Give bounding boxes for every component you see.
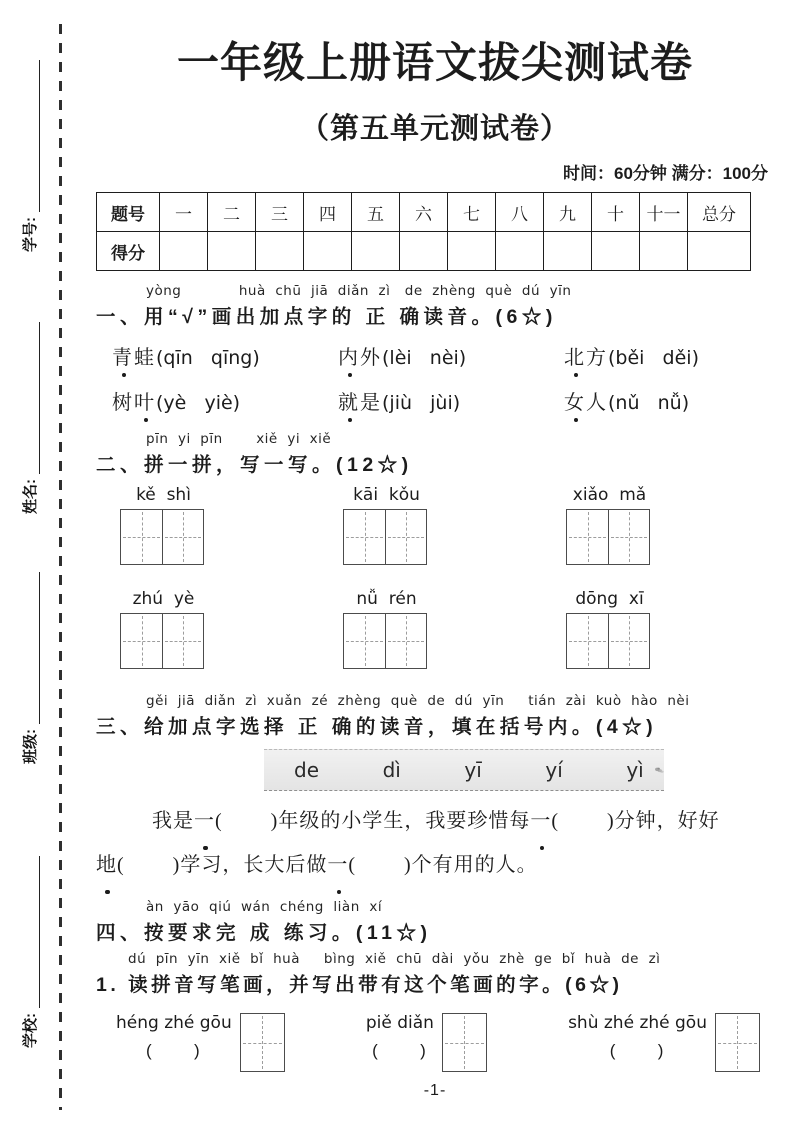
section4-heading bbox=[96, 899, 774, 945]
section4-title: 四、按要求完 成 练习。(11☆) bbox=[96, 922, 432, 944]
stroke-item bbox=[366, 1013, 487, 1072]
score-table-col: 四 bbox=[304, 193, 352, 232]
section4-pinyin: àn yāo qiú wán chéng liàn xí bbox=[146, 899, 383, 915]
class-label: 班级: bbox=[22, 729, 39, 764]
page-title: 一年级上册语文拔尖测试卷 bbox=[176, 39, 693, 86]
answer-parentheses: ( ) bbox=[609, 1041, 666, 1060]
score-table-row-label: 得分 bbox=[97, 232, 160, 271]
time-score-meta: 时间：60分钟 满分：100分 bbox=[563, 164, 768, 183]
student-id-field bbox=[16, 60, 40, 252]
pinyin-options: (lèi nèi) bbox=[382, 347, 467, 369]
class-field bbox=[16, 572, 40, 764]
word-pinyin: kāi kǒu bbox=[353, 485, 420, 505]
student-id-blank-line bbox=[24, 60, 40, 212]
band-options: de dì yī yí yì bbox=[294, 758, 644, 782]
score-table-col: 九 bbox=[544, 193, 592, 232]
tianzige-cell bbox=[385, 510, 426, 564]
passage-line-1: 我是一( )年级的小学生，我要珍惜每一( )分钟，好好 bbox=[96, 799, 774, 843]
writing-group bbox=[120, 485, 207, 569]
tianzige-grid bbox=[442, 1013, 487, 1072]
score-table-col: 五 bbox=[352, 193, 400, 232]
tianzige-cell bbox=[344, 510, 385, 564]
score-table-col: 十一 bbox=[640, 193, 688, 232]
section1-pinyin: yòng huà chū jiā diǎn zì de zhèng què dú yīn bbox=[146, 283, 572, 299]
tianzige-cell bbox=[716, 1014, 759, 1071]
score-table-row-label: 题号 bbox=[97, 193, 160, 232]
score-blank-cell bbox=[400, 232, 448, 271]
student-name-label: 姓名: bbox=[22, 479, 39, 514]
score-blank-cell bbox=[544, 232, 592, 271]
writing-group bbox=[120, 589, 207, 673]
stroke-items-row bbox=[116, 1013, 774, 1072]
passage-line-2: 地( )学习，长大后做一( )个有用的人。 bbox=[96, 843, 774, 887]
section3-pinyin: gěi jiā diǎn zì xuǎn zé zhèng què de dú yīn tián zài kuò hào nèi bbox=[146, 693, 690, 709]
tianzige-grid bbox=[343, 613, 427, 669]
paper-content bbox=[96, 30, 774, 1100]
section2-pinyin: pīn yi pīn xiě yi xiě bbox=[146, 431, 332, 447]
pinyin-options: (běi děi) bbox=[608, 347, 700, 369]
score-blank-cell bbox=[592, 232, 640, 271]
section1-items bbox=[112, 341, 774, 415]
score-table-col: 二 bbox=[208, 193, 256, 232]
tianzige-cell bbox=[344, 614, 385, 668]
page-subtitle: （第五单元测试卷） bbox=[299, 113, 570, 145]
student-id-label: 学号: bbox=[22, 217, 39, 252]
section3-heading bbox=[96, 693, 774, 739]
tianzige-grid bbox=[343, 509, 427, 565]
section2-writing-grids bbox=[120, 485, 774, 673]
pinyin-options: (nǔ nǚ) bbox=[608, 392, 690, 414]
class-blank-line bbox=[24, 572, 40, 724]
writing-group bbox=[343, 589, 430, 673]
score-blank-cell bbox=[688, 232, 751, 271]
word-pinyin: nǚ rén bbox=[356, 589, 417, 609]
stroke-pinyin: shù zhé zhé gōu bbox=[568, 1013, 707, 1033]
student-name-blank-line bbox=[24, 322, 40, 474]
dotted-word-item: 树叶(yè yiè) bbox=[112, 386, 338, 415]
dotted-word-item: 青蛙(qīn qīng) bbox=[112, 341, 338, 370]
answer-options-band bbox=[264, 749, 664, 791]
section2-title: 二、拼一拼，写一写。(12☆) bbox=[96, 454, 413, 476]
tianzige-cell bbox=[121, 614, 162, 668]
word-pinyin: dōng xī bbox=[575, 589, 644, 609]
tianzige-grid bbox=[120, 613, 204, 669]
answer-parentheses: ( ) bbox=[146, 1041, 202, 1060]
dotted-word-item: 内外(lèi nèi) bbox=[338, 341, 564, 370]
pinyin-options: (qīn qīng) bbox=[156, 347, 260, 369]
question1-pinyin: dú pīn yīn xiě bǐ huà bìng xiě chū dài yǒu zhè ge bǐ huà de zì bbox=[128, 951, 661, 967]
school-field bbox=[16, 856, 40, 1048]
score-table-col: 六 bbox=[400, 193, 448, 232]
word-pinyin: zhú yè bbox=[132, 589, 195, 609]
cloze-passage bbox=[96, 799, 774, 887]
dotted-word-item: 北方(běi děi) bbox=[564, 341, 699, 370]
writing-group bbox=[343, 485, 430, 569]
score-table-col: 七 bbox=[448, 193, 496, 232]
tianzige-grid bbox=[240, 1013, 285, 1072]
score-blank-cell bbox=[160, 232, 208, 271]
tianzige-grid bbox=[566, 509, 650, 565]
score-blank-cell bbox=[448, 232, 496, 271]
tianzige-cell bbox=[385, 614, 426, 668]
tianzige-grid bbox=[120, 509, 204, 565]
question1-heading bbox=[96, 951, 774, 997]
tianzige-grid bbox=[566, 613, 650, 669]
score-blank-cell bbox=[352, 232, 400, 271]
tianzige-cell bbox=[121, 510, 162, 564]
section1-heading bbox=[96, 283, 774, 329]
stroke-pinyin: piě diǎn bbox=[365, 1013, 434, 1033]
section1-title: 一、用“√”画出加点字的 正 确读音。(6☆) bbox=[96, 306, 557, 328]
score-table-col: 三 bbox=[256, 193, 304, 232]
tianzige-cell bbox=[567, 510, 608, 564]
score-table bbox=[96, 192, 751, 271]
score-table-score-row bbox=[97, 232, 751, 271]
tianzige-cell bbox=[162, 510, 203, 564]
score-table-header-row bbox=[97, 193, 751, 232]
stroke-item bbox=[568, 1013, 760, 1072]
page-number: -1- bbox=[423, 1082, 447, 1099]
dashed-cut-line bbox=[59, 24, 62, 1110]
writing-group bbox=[566, 589, 653, 673]
question1-title: 1. 读拼音写笔画，并写出带有这个笔画的字。(6☆) bbox=[96, 974, 623, 996]
tianzige-cell bbox=[567, 614, 608, 668]
score-table-col: 八 bbox=[496, 193, 544, 232]
ink-smudge-icon bbox=[654, 755, 664, 785]
score-blank-cell bbox=[208, 232, 256, 271]
section3-title: 三、给加点字选择 正 确的读音，填在括号内。(4☆) bbox=[96, 716, 658, 738]
word-pinyin: xiǎo mǎ bbox=[572, 485, 647, 505]
student-name-field bbox=[16, 322, 40, 514]
score-table-col: 十 bbox=[592, 193, 640, 232]
score-table-col: 一 bbox=[160, 193, 208, 232]
school-label: 学校: bbox=[22, 1013, 39, 1048]
score-blank-cell bbox=[640, 232, 688, 271]
score-blank-cell bbox=[256, 232, 304, 271]
tianzige-grid bbox=[715, 1013, 760, 1072]
dotted-word-item: 就是(jiù jùi) bbox=[338, 386, 564, 415]
dotted-word-item: 女人(nǔ nǚ) bbox=[564, 386, 689, 415]
pinyin-options: (yè yiè) bbox=[156, 392, 241, 414]
tianzige-cell bbox=[608, 510, 649, 564]
stroke-item bbox=[116, 1013, 285, 1072]
tianzige-cell bbox=[443, 1014, 486, 1071]
writing-group bbox=[566, 485, 653, 569]
tianzige-cell bbox=[608, 614, 649, 668]
section2-heading bbox=[96, 431, 774, 477]
answer-parentheses: ( ) bbox=[372, 1041, 428, 1060]
pinyin-options: (jiù jùi) bbox=[382, 392, 461, 414]
word-pinyin: kě shì bbox=[136, 485, 191, 505]
score-blank-cell bbox=[496, 232, 544, 271]
tianzige-cell bbox=[162, 614, 203, 668]
score-blank-cell bbox=[304, 232, 352, 271]
stroke-pinyin: héng zhé gōu bbox=[116, 1013, 232, 1033]
school-blank-line bbox=[24, 856, 40, 1008]
score-table-col: 总分 bbox=[688, 193, 751, 232]
tianzige-cell bbox=[241, 1014, 284, 1071]
